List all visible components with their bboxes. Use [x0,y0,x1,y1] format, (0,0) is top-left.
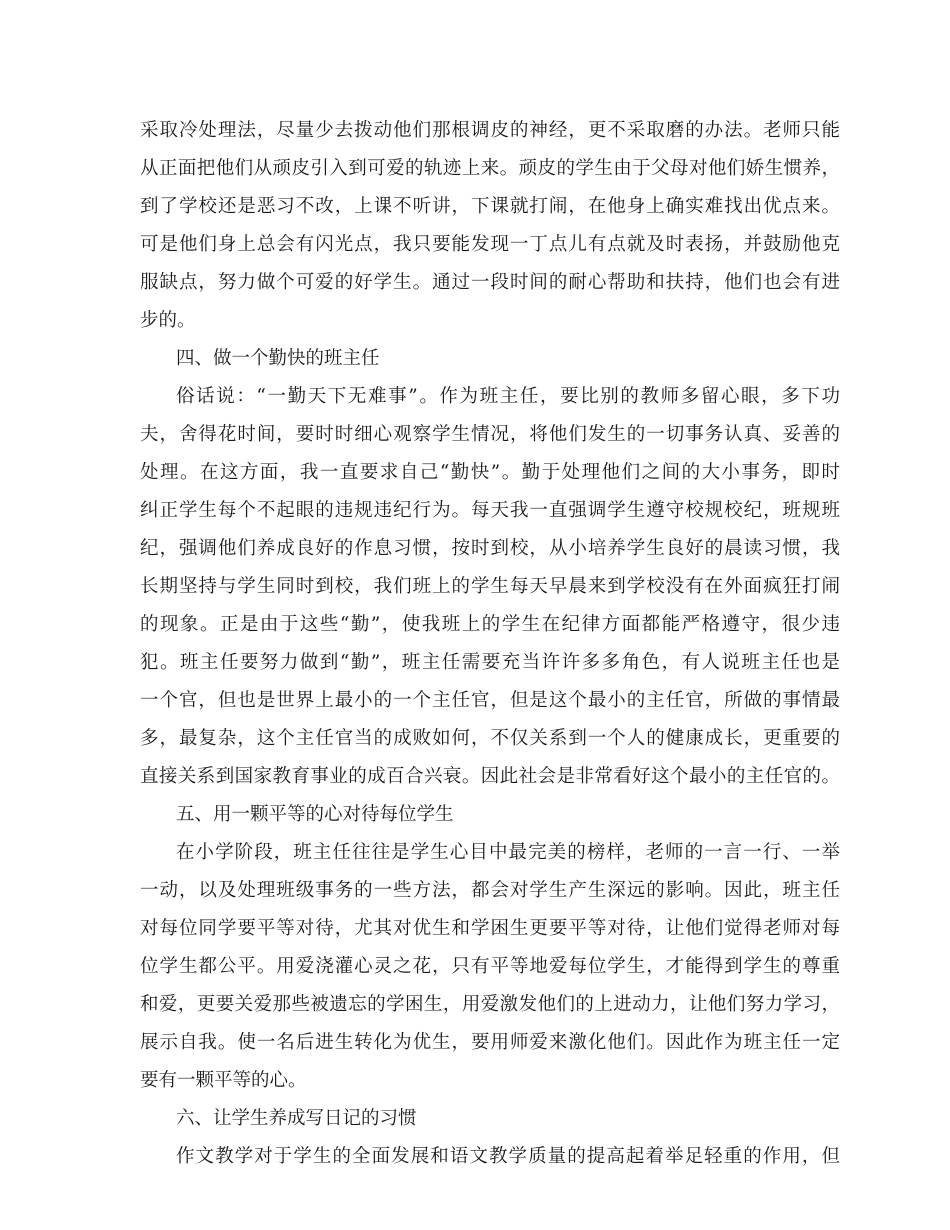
text-line: 纠正学生每个不起眼的违规违纪行为。每天我一直强调学生遵守校规校纪，班规班 [140,500,840,521]
text-line: 从正面把他们从顽皮引入到可爱的轨迹上来。顽皮的学生由于父母对他们娇生惯养， [140,158,840,179]
text-line: 犯。班主任要努力做到“勤”，班主任需要充当许许多多角色，有人说班主任也是 [140,652,840,673]
text-line: 采取冷处理法，尽量少去拨动他们那根调皮的神经，更不采取磨的办法。老师只能 [140,120,840,141]
section-heading: 四、做一个勤快的班主任 [176,348,380,369]
text-line: 多，最复杂，这个主任官当的成败如何，不仅关系到一个人的健康成长，更重要的 [140,728,840,749]
text-line: 一个官，但也是世界上最小的一个主任官，但是这个最小的主任官，所做的事情最 [140,690,840,711]
text-line: 展示自我。使一名后进生转化为优生，要用师爱来激化他们。因此作为班主任一定 [140,1032,840,1053]
text-line: 直接关系到国家教育事业的成百合兴衰。因此社会是非常看好这个最小的主任官的。 [140,766,840,787]
text-line: 俗话说：“一勤天下无难事”。作为班主任，要比别的教师多留心眼，多下功 [176,386,840,407]
text-line: 处理。在这方面，我一直要求自己“勤快”。勤于处理他们之间的大小事务，即时 [140,462,840,483]
text-line: 作文教学对于学生的全面发展和语文教学质量的提高起着举足轻重的作用，但 [176,1146,840,1167]
text-line: 的现象。正是由于这些“勤”，使我班上的学生在纪律方面都能严格遵守，很少违 [140,614,840,635]
text-line: 位学生都公平。用爱浇灌心灵之花，只有平等地爱每位学生，才能得到学生的尊重 [140,956,840,977]
section-heading: 五、用一颗平等的心对待每位学生 [176,804,454,825]
text-line: 对每位同学要平等对待，尤其对优生和学困生更要平等对待，让他们觉得老师对每 [140,918,840,939]
text-line: 要有一颗平等的心。 [140,1070,307,1091]
text-line: 可是他们身上总会有闪光点，我只要能发现一丁点儿有点就及时表扬，并鼓励他克 [140,234,840,255]
text-line: 长期坚持与学生同时到校，我们班上的学生每天早晨来到学校没有在外面疯狂打闹 [140,576,840,597]
text-line: 在小学阶段，班主任往往是学生心目中最完美的榜样，老师的一言一行、一举 [176,842,840,863]
text-line: 夫，舍得花时间，要时时细心观察学生情况，将他们发生的一切事务认真、妥善的 [140,424,840,445]
text-line: 步的。 [140,310,196,331]
text-line: 一动，以及处理班级事务的一些方法，都会对学生产生深远的影响。因此，班主任 [140,880,840,901]
text-line: 和爱，更要关爱那些被遗忘的学困生，用爱激发他们的上进动力，让他们努力学习， [140,994,840,1015]
text-line: 到了学校还是恶习不改，上课不听讲，下课就打闹，在他身上确实难找出优点来。 [140,196,840,217]
document-body [140,112,840,1176]
text-line: 服缺点，努力做个可爱的好学生。通过一段时间的耐心帮助和扶持，他们也会有进 [140,272,840,293]
section-heading: 六、让学生养成写日记的习惯 [176,1108,417,1129]
text-line: 纪，强调他们养成良好的作息习惯，按时到校，从小培养学生良好的晨读习惯，我 [140,538,840,559]
